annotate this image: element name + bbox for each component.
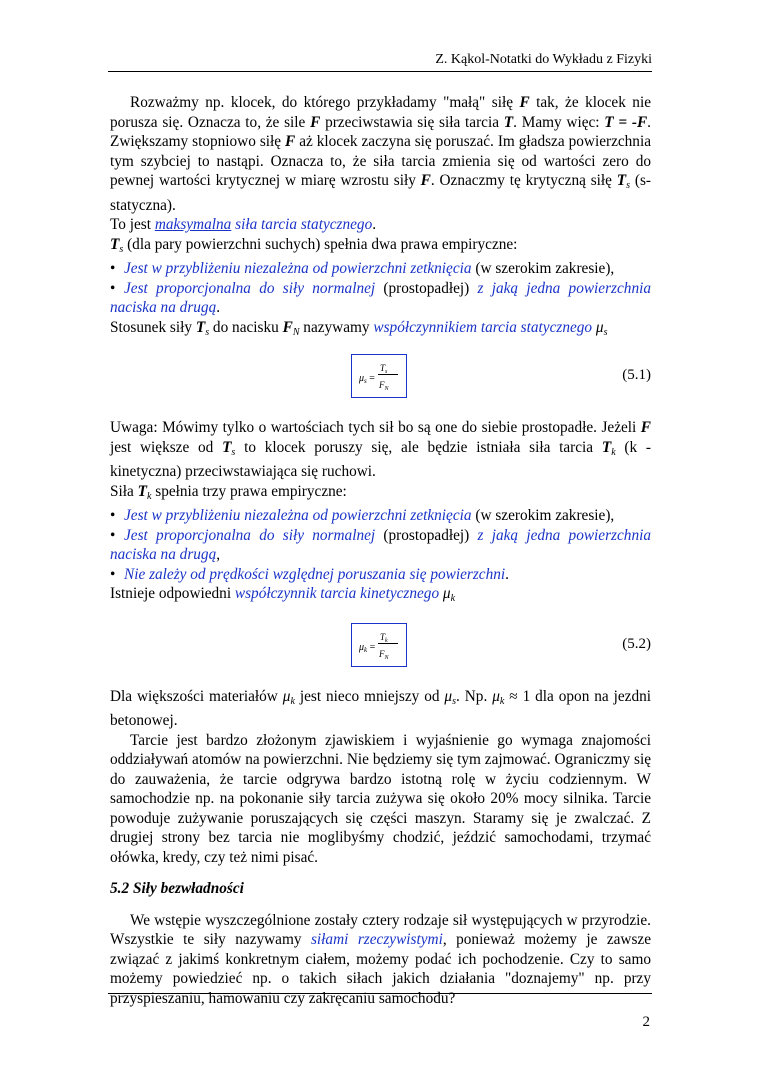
list-item: • Jest w przybliżeniu niezależna od powierzchni zetknięcia (w szerokim zakresie),: [110, 507, 615, 524]
page-body: [110, 93, 651, 1008]
list-item: • Jest proporcjonalna do siły normalnej (prostopadłej) z jaką jedna powierzchnia naciska na drugą.: [110, 279, 651, 316]
section-heading: 5.2 Siły bezwładności: [110, 880, 244, 897]
bullet-icon: •: [110, 526, 116, 544]
list-item: • Nie zależy od prędkości względnej poruszania się powierzchni.: [110, 565, 509, 583]
equation-number: (5.2): [622, 635, 651, 652]
static-coefficient-line: Stosunek siły $T_s$ do nacisku $F_N$ nazywamy współczynnikiem tarcia statycznego $\mu_s$: [110, 318, 608, 338]
paragraph-materials: Dla większości materiałów $\mu_k$ jest nieco mniejszy od $\mu_s$. Np. $\mu_k \approx 1$ dla opon na jezdni betonowej.: [110, 687, 652, 729]
fraction-bar: [378, 374, 398, 375]
list-item: • Jest proporcjonalna do siły normalnej (prostopadłej) z jaką jedna powierzchnia naciska na drugą,: [110, 526, 651, 563]
ts-laws-intro: $T_s$ (dla pary powierzchni suchych) spełnia dwa prawa empiryczne:: [110, 235, 518, 255]
header-rule: [108, 71, 652, 72]
paragraph-uwaga: Uwaga: Mówimy tylko o wartościach tych sił bo są one do siebie prostopadłe. Jeżeli F jest większe od $T_s$ to klocek poruszy się, ale będzie istniała siła tarcia $T_k$ (k - kinetyczna) przeciwstawiająca się ruchowi.: [110, 419, 652, 480]
paragraph-static-friction: Rozważmy np. klocek, do którego przykładamy "małą" siłę F tak, że klocek nie porusza się. Oznacza to, że sile F przeciwstawia się siła tarcia T. Mamy więc: T = -F. Zwiększamy stopniowo siłę F aż klocek zaczyna się poruszać. Im gładsza powierzchnia tym szybciej to nastąpi. Oznacza to, że siła tarcia zmienia się od wartości zero do pewnej wartości krytycznej w miarę wzrostu siły F. Oznaczmy tę krytyczną siłę $T_s$ (s-statyczna).: [110, 94, 652, 214]
list-item: • Jest w przybliżeniu niezależna od powierzchni zetknięcia (w szerokim zakresie),: [110, 260, 615, 277]
equation-5-1: [110, 354, 651, 404]
paragraph-friction-complex: Tarcie jest bardzo złożonym zjawiskiem i wyjaśnienie go wymaga znajomości oddziaływań atomów na powierzchni. Nie będziemy się tym zajmować. Ograniczmy się do zauważenia, że tarcie odgrywa bardzo istotną rolę w życiu codziennym. W samochodzie np. na pokonanie siły tarcia zużywa się około 20% mocy silnika. Tarcie powoduje zużywanie poruszających się części maszyn. Staramy się je zwalczać. Z drugiej strony bez tarcia nie moglibyśmy chodzić, jeździć samochodami, trzymać ołówka, kredy, czy też nimi pisać.: [110, 731, 651, 866]
equation-box: $\mu_s$ = $T_s$ $F_N$: [351, 354, 407, 398]
bullet-icon: •: [110, 507, 116, 524]
bullet-icon: •: [110, 260, 116, 277]
bullet-icon: •: [110, 279, 116, 297]
equation-box: $\mu_k$ = $T_k$ $F_N$: [351, 623, 407, 667]
footer-rule: [108, 993, 652, 994]
max-static-friction-line: To jest maksymalna siła tarcia statycznego.: [110, 216, 377, 233]
page-number: 2: [642, 1014, 650, 1030]
fraction-bar: [378, 643, 398, 644]
equation-5-2: [110, 623, 651, 673]
link-maksymalna[interactable]: maksymalna: [154, 216, 232, 233]
bullet-icon: •: [110, 565, 116, 583]
kinetic-coefficient-line: Istnieje odpowiedni współczynnik tarcia kinetycznego $\mu_k$: [110, 585, 456, 604]
equation-number: (5.1): [622, 367, 651, 383]
tk-laws-intro: Siła $T_k$ spełnia trzy prawa empiryczne:: [110, 482, 347, 502]
running-header: Z. Kąkol-Notatki do Wykładu z Fizyki: [435, 52, 652, 67]
paragraph-real-forces: We wstępie wyszczególnione zostały cztery rodzaje sił występujących w przyrodzie. Wszystkie te siły nazywamy siłami rzeczywistymi, ponieważ możemy je zawsze związać z jakimś konkretnym ciałem, możemy podać ich pochodzenie. Czy to samo możemy powiedzieć np. o takich siłach jakich działania "doznajemy" np. przy przyspieszaniu, hamowaniu czy zakręcaniu samochodu?: [110, 911, 651, 1007]
